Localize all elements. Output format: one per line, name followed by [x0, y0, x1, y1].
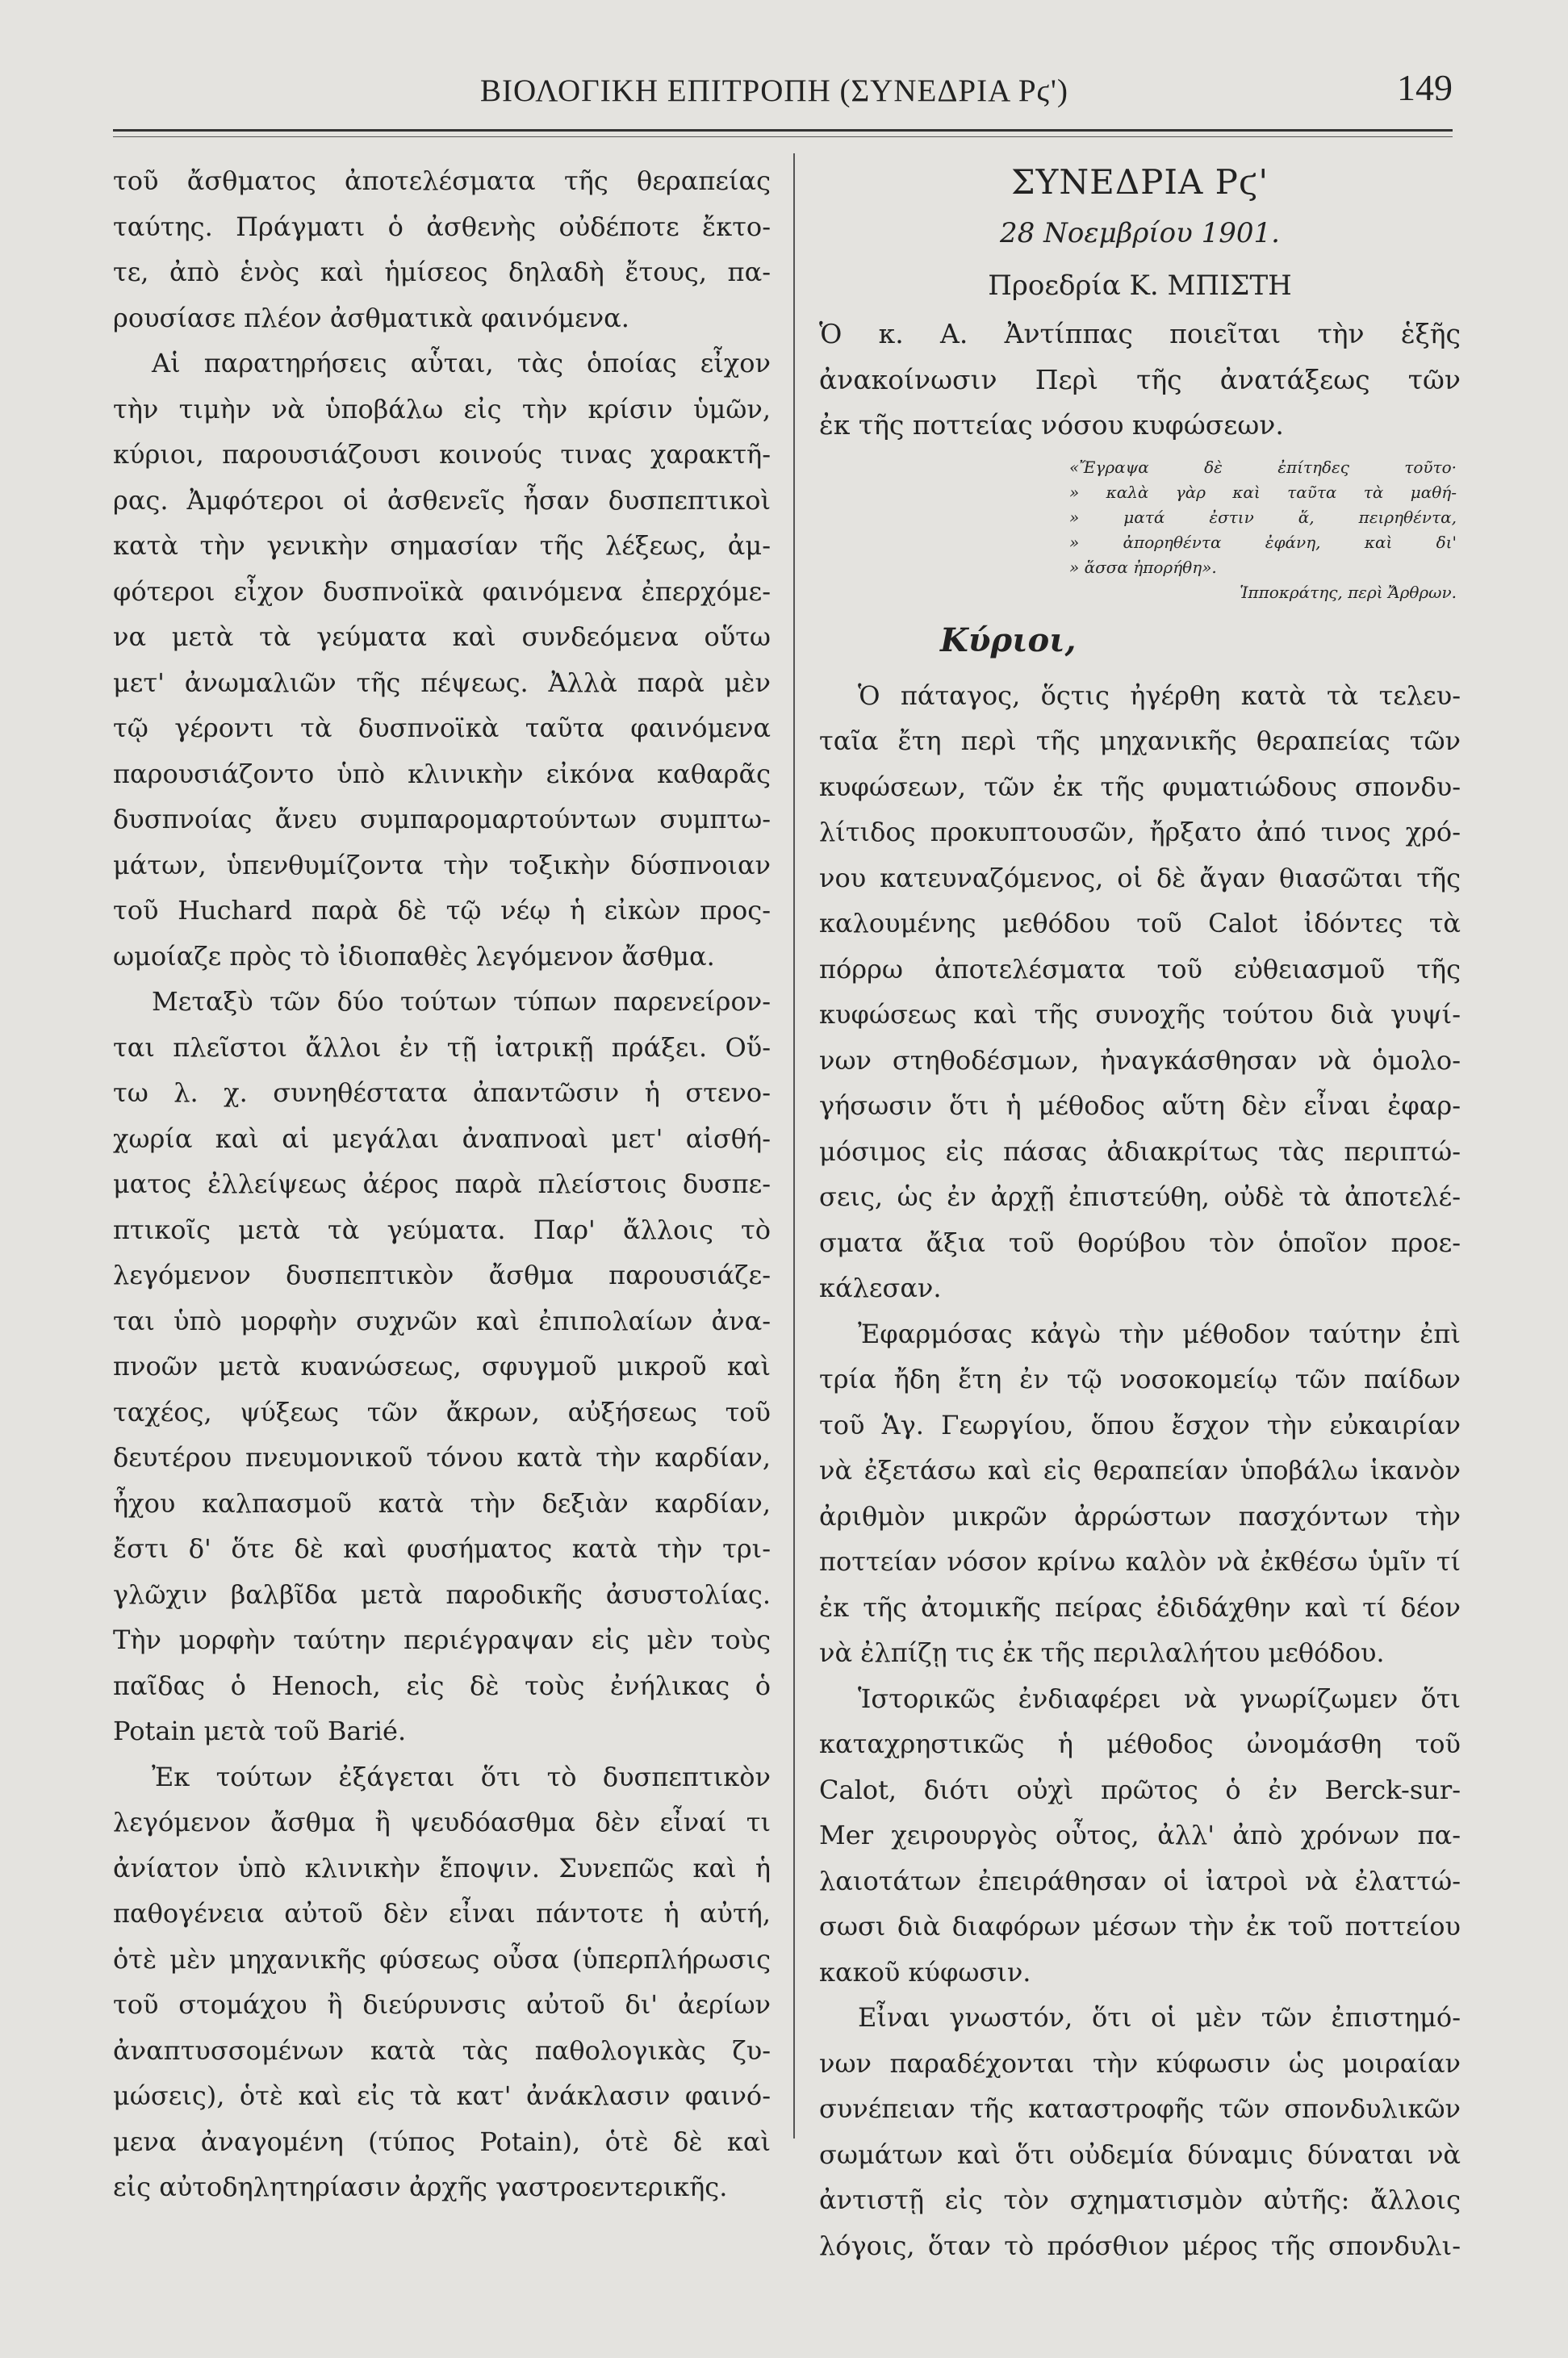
left-column — [113, 158, 771, 2210]
text-line: ταχέος, ψύξεως τῶν ἄκρων, αὐξήσεως τοῦ — [113, 1396, 771, 1428]
text-line: τοῦ Ἁγ. Γεωργίου, ὅπου ἔσχον τὴν εὐκαιρίαν — [819, 1409, 1461, 1440]
text-line: λίτιδος προκυπτουσῶν, ἤρξατο ἀπό τινος χρό- — [819, 817, 1461, 847]
text-line: τοῦ ἄσθματος ἀποτελέσματα τῆς θεραπείας — [113, 165, 771, 196]
text-line: κυφώσεως καὶ τῆς συνοχῆς τούτου διὰ γυψί- — [819, 999, 1461, 1030]
text-line: τω λ. χ. συνηθέστατα ἀπαντῶσιν ἡ στενο- — [113, 1077, 771, 1108]
text-line: Αἱ παρατηρήσεις αὗται, τὰς ὁποίας εἶχον — [152, 348, 771, 378]
epigraph-line: » ἅσσα ἠπορήθη». — [1069, 557, 1217, 577]
text-line: ἀναπτυσσομένων κατὰ τὰς παθολογικὰς ζυ- — [113, 2034, 771, 2066]
text-line: ρας. Ἀμφότεροι οἱ ἀσθενεῖς ἦσαν δυσπεπτικοὶ — [113, 484, 771, 516]
text-line: νὰ ἐξετάσω καὶ εἰς θεραπείαν ὑποβάλω ἱκανὸν — [819, 1455, 1461, 1486]
text-line: μετ' ἀνωμαλιῶν τῆς πέψεως. Ἀλλὰ παρὰ μὲν — [113, 667, 771, 698]
text-line: λόγοις, ὅταν τὸ πρόσθιον μέρος τῆς σπονδυλι- — [819, 2230, 1461, 2261]
text-line: λεγόμενον ἄσθμα ἢ ψευδόασθμα δὲν εἶναί τι — [113, 1807, 771, 1837]
text-line: τρία ἤδη ἔτη ἐν τῷ νοσοκομείῳ τῶν παίδων — [819, 1364, 1461, 1394]
text-line: παρουσιάζοντο ὑπὸ κλινικὴν εἰκόνα καθαρᾶς — [113, 758, 771, 789]
text-line: ται ὑπὸ μορφὴν συχνῶν καὶ ἐπιπολαίων ἀνα- — [113, 1305, 771, 1336]
text-line: Ὁ κ. Α. Ἀντίππας ποιεῖται τὴν ἑξῆς — [819, 318, 1461, 349]
text-line: λεγόμενον δυσπεπτικὸν ἄσθμα παρουσιάζε- — [113, 1260, 771, 1290]
right-column — [819, 158, 1461, 2268]
text-line: νων παραδέχονται τὴν κύφωσιν ὡς μοιραίαν — [819, 2047, 1461, 2079]
page-number: 149 — [1397, 67, 1453, 108]
text-line: κακοῦ κύφωσιν. — [819, 1956, 1031, 1988]
text-line: ποττείαν νόσον κρίνω καλὸν νὰ ἐκθέσω ὑμῖν τί — [819, 1546, 1461, 1577]
text-line: ωμοίαζε πρὸς τὸ ἰδιοπαθὲς λεγόμενον ἄσθμα. — [113, 940, 715, 972]
text-line: γλῶχιν βαλβῖδα μετὰ παροδικῆς ἀσυστολίας. — [113, 1578, 771, 1610]
text-line: Εἶναι γνωστόν, ὅτι οἱ μὲν τῶν ἐπιστημό- — [858, 2002, 1461, 2033]
text-line: νὰ ἐλπίζῃ τις ἐκ τῆς περιλαλήτου μεθόδου. — [819, 1637, 1385, 1668]
header-rule — [113, 129, 1453, 137]
text-line: εἰς αὐτοδηλητηρίασιν ἀρχῆς γαστροεντερικῆς. — [113, 2172, 728, 2202]
text-line: μώσεις), ὁτὲ καὶ εἰς τὰ κατ' ἀνάκλασιν φαινό- — [113, 2080, 771, 2111]
page-header — [113, 66, 1453, 123]
text-line: κατὰ τὴν γενικὴν σημασίαν τῆς λέξεως, ἀμ- — [113, 530, 771, 561]
text-line: χωρία καὶ αἱ μεγάλαι ἀναπνοαὶ μετ' αἰσθή- — [113, 1123, 771, 1154]
epigraph-source: Ἱπποκράτης, περὶ Ἄρθρων. — [1240, 582, 1457, 602]
text-line: πόρρω ἀποτελέσματα τοῦ εὐθειασμοῦ τῆς — [819, 953, 1461, 985]
text-line: ματος ἐλλείψεως ἀέρος παρὰ πλείστοις δυσπε- — [113, 1169, 771, 1199]
text-line: σματα ἄξια τοῦ θορύβου τὸν ὁποῖον προε- — [819, 1227, 1461, 1258]
session-chair: Προεδρία Κ. ΜΠΙΣΤΗ — [988, 270, 1292, 302]
text-line: Potain μετὰ τοῦ Barié. — [113, 1716, 407, 1746]
column-rule — [793, 153, 795, 2139]
text-line: καλουμένης μεθόδου τοῦ Calot ἰδόντες τὰ — [819, 908, 1461, 939]
session-title: ΣΥΝΕΔΡΙΑ Ρϛ' — [1010, 162, 1269, 202]
text-line: ταύτης. Πράγματι ὁ ἀσθενὴς οὐδέποτε ἔκτο- — [113, 211, 771, 242]
text-line: λαιοτάτων ἐπειράθησαν οἱ ἰατροὶ νὰ ἐλαττώ- — [819, 1865, 1461, 1896]
text-line: ἦχου καλπασμοῦ κατὰ τὴν δεξιὰν καρδίαν, — [113, 1487, 771, 1519]
epigraph-line: «Ἔγραψα δὲ ἐπίτηδες τοῦτο· — [1069, 457, 1457, 477]
text-line: ἔστι δ' ὅτε δὲ καὶ φυσήματος κατὰ τὴν τρι- — [113, 1533, 771, 1564]
text-line: ταῖα ἔτη περὶ τῆς μηχανικῆς θεραπείας τῶν — [819, 725, 1461, 756]
text-line: Ἐκ τούτων ἐξάγεται ὅτι τὸ δυσπεπτικὸν — [152, 1761, 771, 1792]
text-line: ἐκ τῆς ποττείας νόσου κυφώσεων. — [819, 409, 1284, 441]
text-line: να μετὰ τὰ γεύματα καὶ συνδεόμενα οὕτω — [113, 621, 771, 652]
text-line: σωμάτων καὶ ὅτι οὐδεμία δύναμις δύναται νὰ — [819, 2139, 1461, 2170]
right-body-text — [819, 673, 1461, 2269]
epigraph-line: » καλὰ γὰρ καὶ ταῦτα τὰ μαθή- — [1069, 482, 1457, 502]
text-line: τῷ γέροντι τὰ δυσπνοϊκὰ ταῦτα φαινόμενα — [113, 713, 771, 743]
text-line: μόσιμος εἰς πάσας ἀδιακρίτως τὰς περιπτώ- — [819, 1135, 1461, 1167]
text-line: φότεροι εἶχον δυσπνοϊκὰ φαινόμενα ἐπερχόμε- — [113, 575, 771, 607]
session-date: 28 Νοεμβρίου 1901. — [1000, 217, 1280, 249]
text-line: ἀνακοίνωσιν Περὶ τῆς ἀνατάξεως τῶν — [819, 363, 1461, 395]
text-line: γήσωσιν ὅτι ἡ μέθοδος αὕτη δὲν εἶναι ἐφαρ- — [819, 1090, 1461, 1121]
text-line: μάτων, ὑπενθυμίζοντα τὴν τοξικὴν δύσπνοιαν — [113, 849, 771, 880]
text-line: παθογένεια αὐτοῦ δὲν εἶναι πάντοτε ἡ αὐτή, — [113, 1898, 771, 1929]
text-line: Τὴν μορφὴν ταύτην περιέγραψαν εἰς μὲν τοὺς — [113, 1624, 771, 1655]
text-line: τε, ἀπὸ ἑνὸς καὶ ἡμίσεος δηλαδὴ ἔτους, πα- — [113, 257, 771, 287]
text-line: ὁτὲ μὲν μηχανικῆς φύσεως οὖσα (ὑπερπλήρωσις — [113, 1943, 771, 1975]
text-line: τοῦ Huchard παρὰ δὲ τῷ νέῳ ἡ εἰκὼν προς- — [113, 895, 771, 926]
epigraph-line: » ἀπορηθέντα ἐφάνη, καὶ δι' — [1069, 532, 1457, 552]
text-line: ἐκ τῆς ἀτομικῆς πείρας ἐδιδάχθην καὶ τί δέον — [819, 1591, 1461, 1623]
text-line: τοῦ στομάχου ἢ διεύρυνσις αὐτοῦ δι' ἀερίων — [113, 1989, 771, 2020]
text-line: πνοῶν μετὰ κυανώσεως, σφυγμοῦ μικροῦ καὶ — [113, 1351, 771, 1382]
text-line: παῖδας ὁ Henoch, εἰς δὲ τοὺς ἐνήλικας ὁ — [113, 1670, 771, 1701]
text-line: κυφώσεων, τῶν ἐκ τῆς φυματιώδους σπονδυ- — [819, 771, 1461, 802]
epigraph — [1069, 455, 1457, 605]
text-line: ἀνίατον ὑπὸ κλινικὴν ἔποψιν. Συνεπῶς καὶ ἡ — [113, 1852, 771, 1883]
text-line: ται πλεῖστοι ἄλλοι ἐν τῇ ἰατρικῇ πράξει. Οὕ- — [113, 1031, 771, 1063]
text-line: δευτέρου πνευμονικοῦ τόνου κατὰ τὴν καρδίαν, — [113, 1442, 771, 1473]
text-line: Μεταξὺ τῶν δύο τούτων τύπων παρενείρον- — [152, 986, 771, 1017]
running-head: ΒΙΟΛΟΓΙΚΗ ΕΠΙΤΡΟΠΗ (ΣΥΝΕΔΡΙΑ Ρϛ') — [480, 73, 1068, 108]
text-line: δυσπνοίας ἄνευ συμπαρομαρτούντων συμπτω- — [113, 804, 771, 834]
text-line: καταχρηστικῶς ἡ μέθοδος ὠνομάσθη τοῦ — [819, 1729, 1461, 1759]
text-line: σωσι διὰ διαφόρων μέσων τὴν ἐκ τοῦ ποττείου — [819, 1911, 1461, 1942]
text-line: κύριοι, παρουσιάζουσι κοινούς τινας χαρακτῆ- — [113, 439, 771, 470]
text-line: νων στηθοδέσμων, ἠναγκάσθησαν νὰ ὁμολο- — [819, 1044, 1461, 1076]
text-line: πτικοῖς μετὰ τὰ γεύματα. Παρ' ἄλλοις τὸ — [113, 1214, 771, 1245]
text-line: μενα ἀναγομένη (τύπος Potain), ὁτὲ δὲ καὶ — [113, 2126, 771, 2157]
epigraph-line: » ματά ἐστιν ἅ, πειρηθέντα, — [1069, 507, 1457, 527]
text-line: νου κατευναζόμενος, οἱ δὲ ἄγαν θιασῶται τῆς — [819, 862, 1461, 893]
text-line: κάλεσαν. — [819, 1273, 942, 1303]
text-line: Ἱστορικῶς ἐνδιαφέρει νὰ γνωρίζωμεν ὅτι — [858, 1683, 1461, 1714]
text-line: ἀντιστῇ εἰς τὸν σχηματισμὸν αὐτῆς: ἄλλοις — [819, 2184, 1461, 2215]
text-line: Mer χειρουργὸς οὗτος, ἀλλ' ἀπὸ χρόνων πα- — [819, 1820, 1461, 1850]
text-line: Ἐφαρμόσας κἀγὼ τὴν μέθοδον ταύτην ἐπὶ — [858, 1318, 1461, 1349]
text-line: σεις, ὡς ἐν ἀρχῇ ἐπιστεύθη, οὐδὲ τὰ ἀποτελέ- — [819, 1181, 1461, 1212]
text-line: Ὁ πάταγος, ὅςτις ἠγέρθη κατὰ τὰ τελευ- — [858, 679, 1461, 711]
text-line: τὴν τιμὴν νὰ ὑποβάλω εἰς τὴν κρίσιν ὑμῶν, — [113, 393, 771, 424]
text-line: ἀριθμὸν μικρῶν ἀρρώστων πασχόντων τὴν — [819, 1500, 1461, 1532]
text-line: ρουσίασε πλέον ἀσθματικὰ φαινόμενα. — [113, 302, 629, 333]
intro-paragraph — [819, 311, 1461, 449]
text-line: Calot, διότι οὐχὶ πρῶτος ὁ ἐν Berck-sur- — [819, 1774, 1461, 1805]
salutation: Κύριοι, — [940, 621, 1077, 659]
text-line: συνέπειαν τῆς καταστροφῆς τῶν σπονδυλικῶν — [819, 2093, 1461, 2124]
